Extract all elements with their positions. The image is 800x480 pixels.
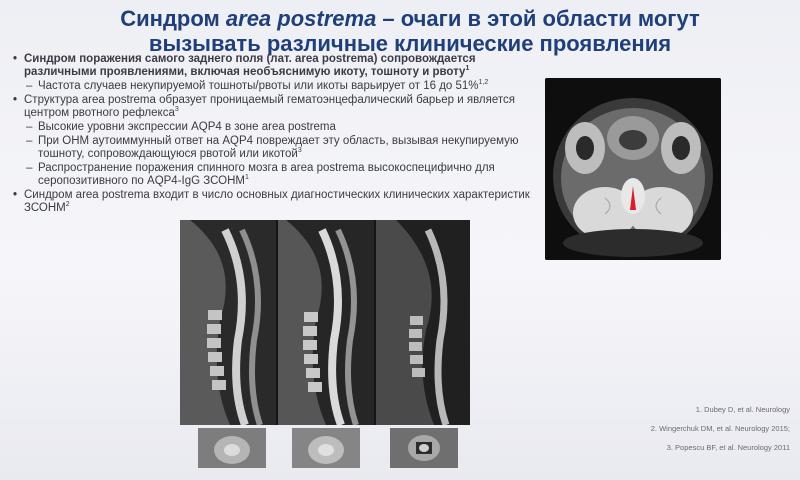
title-line-2: вызывать различные клинические проявления — [148, 31, 672, 56]
reference-3: 3. Popescu BF, et al. Neurology 2011 — [666, 443, 790, 452]
mri-thumbnail-2 — [292, 428, 360, 468]
slide-title — [40, 6, 780, 56]
mri-sagittal-images — [180, 220, 470, 425]
mri-thumbnail-1 — [198, 428, 266, 468]
references — [530, 405, 790, 462]
mri-thumbnail-3 — [390, 428, 458, 468]
bullet-list — [12, 53, 532, 216]
bullet-2-sub-1: – Высокие уровни экспрессии AQP4 в зоне area postrema — [12, 121, 532, 134]
mri-axial-image — [545, 78, 721, 260]
bullet-1: • Синдром поражения самого заднего поля (лат. area postrema) сопровождается различными проявлениями, включая необъяснимую икоту, тошноту и рвоту$^1$ — [12, 53, 532, 79]
title-line-1: Синдром area postrema – очаги в этой области могут — [120, 6, 700, 31]
bullet-3: • Синдром area postrema входит в число основных диагностических клинических характеристик ЗСОНМ$^2$ — [12, 189, 532, 215]
bullet-2: • Структура area postrema образует проницаемый гематоэнцефалический барьер и является центром рвотного рефлекса$^3$ — [12, 94, 532, 120]
bullet-2-sub-2: – При ОНМ аутоиммунный ответ на AQP4 повреждает эту область, вызывая некупируемую тошноту, сопровождающуюся рвотой или икотой$^3$ — [12, 135, 532, 161]
bullet-2-sub-3: – Распространение поражения спинного мозга в area postrema высокоспецифично для серопозитивного по AQP4-IgG ЗСОНМ$^1$ — [12, 162, 532, 188]
bullet-1-sub: – Частота случаев некупируемой тошноты/рвоты или икоты варьирует от 16 до 51%$^{1,2}$ — [12, 80, 532, 93]
reference-2: 2. Wingerchuk DM, et al. Neurology 2015; — [650, 424, 790, 433]
reference-1: 1. Dubey D, et al. Neurology — [695, 405, 790, 414]
